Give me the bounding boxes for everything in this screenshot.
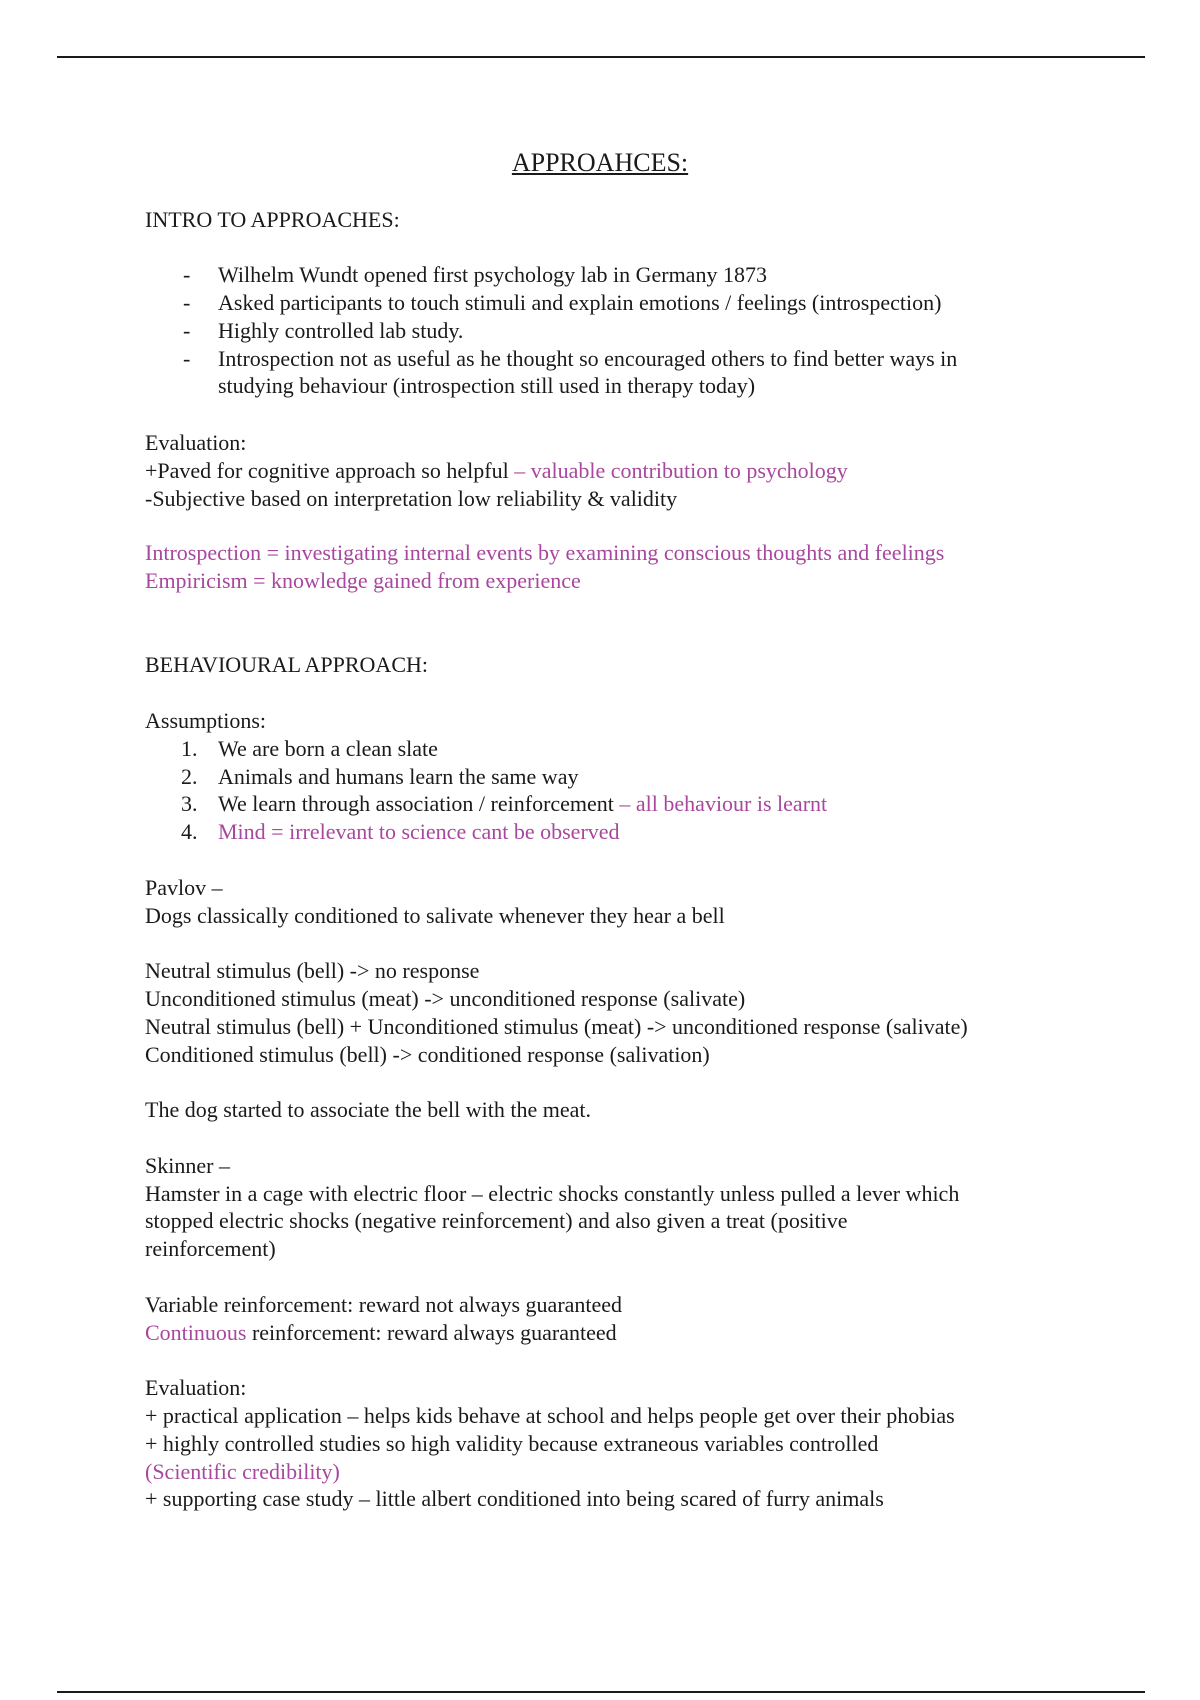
- assumption-3-text: We learn through association / reinforcement: [218, 791, 620, 816]
- behavioural-eval-3: + supporting case study – little albert conditioned into being scared of furry animals: [145, 1486, 884, 1511]
- list-number: 2.: [181, 764, 198, 789]
- assumption-4: Mind = irrelevant to science cant be observed: [218, 819, 620, 844]
- behavioural-eval-heading: Evaluation:: [145, 1375, 247, 1400]
- assumption-2: Animals and humans learn the same way: [218, 764, 579, 789]
- def-empiricism: Empiricism = knowledge gained from experience: [145, 568, 581, 593]
- eval-plus-text: +Paved for cognitive approach so helpful: [145, 458, 515, 483]
- assumption-3-highlight: – all behaviour is learnt: [619, 791, 828, 816]
- intro-eval-minus: -Subjective based on interpretation low reliability & validity: [145, 486, 678, 511]
- page-title: APPROAHCES:: [511, 148, 689, 177]
- behavioural-heading: BEHAVIOURAL APPROACH:: [145, 652, 428, 677]
- assumption-3: [218, 791, 827, 817]
- assumption-1: We are born a clean slate: [218, 736, 438, 761]
- conditioning-step-1: Neutral stimulus (bell) -> no response: [145, 958, 480, 983]
- bullet-mark: -: [183, 290, 191, 315]
- continuous-highlight: Continuous: [145, 1320, 247, 1345]
- list-number: 1.: [181, 736, 198, 761]
- intro-bullet-2: Asked participants to touch stimuli and explain emotions / feelings (introspection): [218, 290, 942, 315]
- intro-eval-heading: Evaluation:: [145, 430, 247, 455]
- bullet-mark: -: [183, 262, 191, 287]
- behavioural-eval-1: + practical application – helps kids behave at school and helps people get over their phobias: [145, 1403, 955, 1428]
- skinner-line-1: Hamster in a cage with electric floor – electric shocks constantly unless pulled a lever which: [145, 1181, 960, 1206]
- skinner-heading: Skinner –: [145, 1153, 230, 1178]
- intro-bullet-4-cont: studying behaviour (introspection still used in therapy today): [218, 373, 756, 398]
- list-number: 4.: [181, 819, 198, 844]
- behavioural-eval-2: + highly controlled studies so high validity because extraneous variables controlled: [145, 1431, 879, 1456]
- intro-bullet-3: Highly controlled lab study.: [218, 318, 464, 343]
- bullet-mark: -: [183, 318, 191, 343]
- conditioning-step-4: Conditioned stimulus (bell) -> conditioned response (salivation): [145, 1042, 710, 1067]
- intro-bullet-4: Introspection not as useful as he thought so encouraged others to find better ways in: [218, 346, 958, 371]
- bullet-mark: -: [183, 346, 191, 371]
- header-rule: [57, 56, 1145, 58]
- variable-reinforcement: Variable reinforcement: reward not always guaranteed: [145, 1292, 623, 1317]
- dog-association: The dog started to associate the bell with the meat.: [145, 1097, 591, 1122]
- intro-bullet-1: Wilhelm Wundt opened first psychology lab in Germany 1873: [218, 262, 767, 287]
- skinner-line-3: reinforcement): [145, 1236, 276, 1261]
- footer-rule: [57, 1691, 1145, 1693]
- list-number: 3.: [181, 791, 198, 816]
- behavioural-eval-2-note: (Scientific credibility): [145, 1459, 340, 1484]
- continuous-text: reinforcement: reward always guaranteed: [246, 1320, 617, 1345]
- eval-plus-highlight: – valuable contribution to psychology: [514, 458, 848, 483]
- intro-eval-plus: [145, 458, 848, 484]
- def-introspection: Introspection = investigating internal events by examining conscious thoughts and feelings: [145, 540, 945, 565]
- assumptions-heading: Assumptions:: [145, 708, 267, 733]
- conditioning-step-3: Neutral stimulus (bell) + Unconditioned stimulus (meat) -> unconditioned response (salivate): [145, 1014, 968, 1039]
- intro-heading: INTRO TO APPROACHES:: [145, 207, 400, 232]
- skinner-line-2: stopped electric shocks (negative reinforcement) and also given a treat (positive: [145, 1208, 848, 1233]
- conditioning-step-2: Unconditioned stimulus (meat) -> unconditioned response (salivate): [145, 986, 746, 1011]
- pavlov-text: Dogs classically conditioned to salivate whenever they hear a bell: [145, 903, 725, 928]
- continuous-reinforcement: [145, 1320, 617, 1346]
- pavlov-heading: Pavlov –: [145, 875, 223, 900]
